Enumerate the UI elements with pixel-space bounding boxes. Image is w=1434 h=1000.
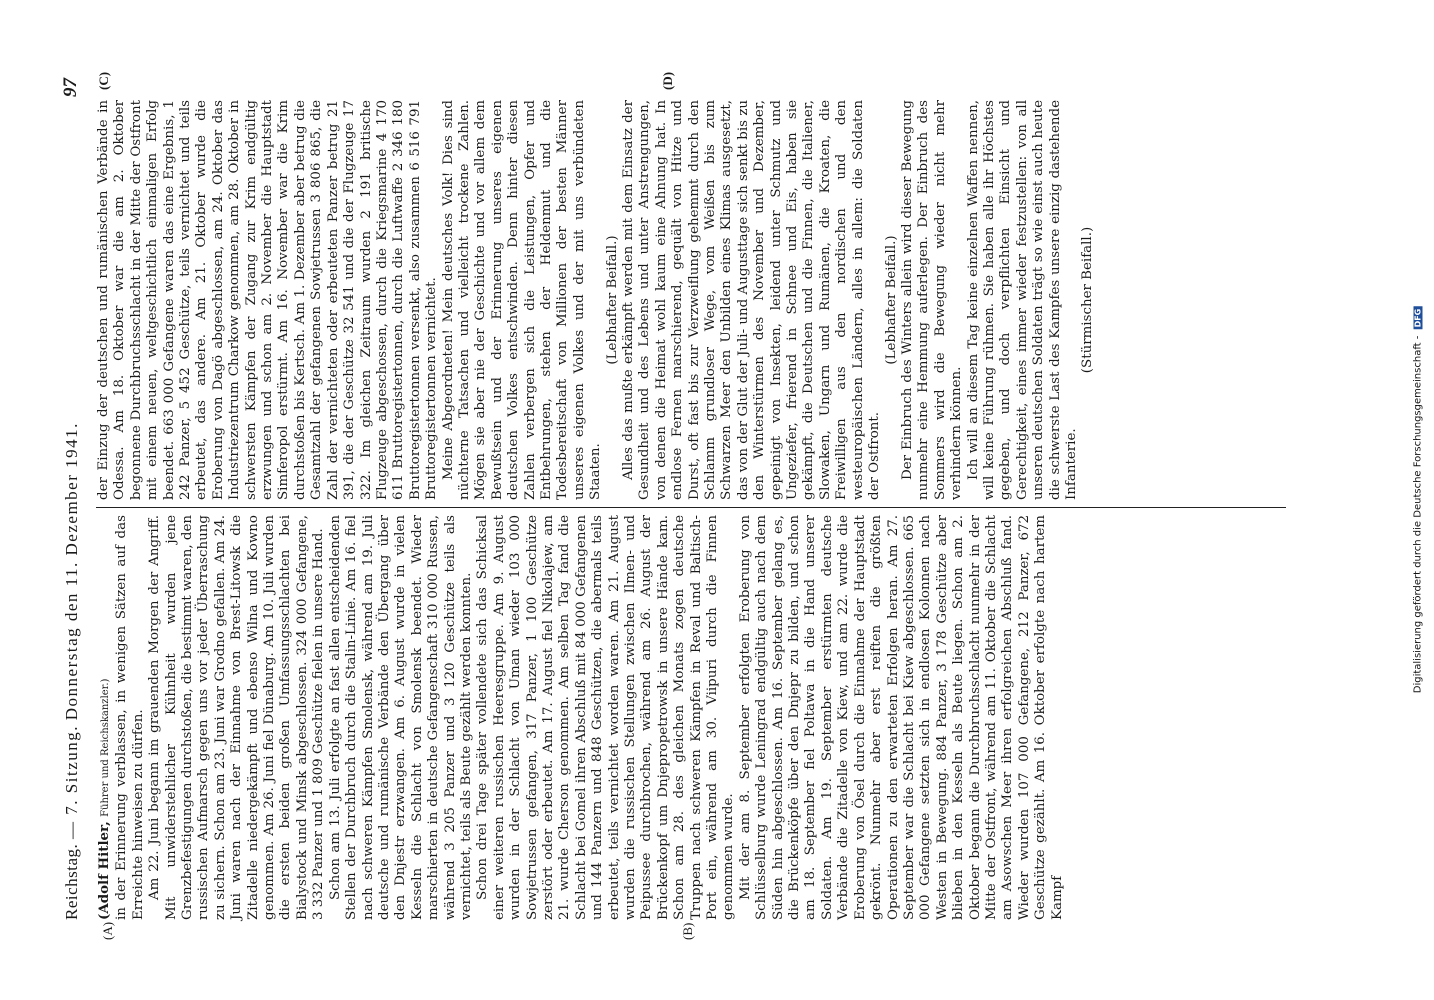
text-column-right bbox=[96, 100, 1097, 500]
running-head-reichstag: Reichstag. bbox=[62, 843, 81, 920]
page-header bbox=[60, 60, 90, 940]
paragraph: Alles das mußte erkämpft werden mit dem Einsatz der Gesundheit und des Lebens und unter Anstrengungen, von denen die Heimat wohl kaum eine Ahnung hat. In endlose Fernen marschierend, gequält von Hitze und Durst, oft fast bis zur Verzweiflung gehemmt durch den Schlamm grundloser Wege, vom Weißen bis zum Schwarzen Meer den Unbilden eines Klimas ausgesetzt, das von der Glut der Juli- und Augusttage sich senkt bis zu den Winterstürmen des November und Dezember, gepeinigt von Insekten, leidend unter Schmutz und Ungeziefer, frierend in Schnee und Eis, haben sie gekämpft, die Deutschen und die Finnen, die Italiener, Slowaken, Ungarn und Rumänen, die Kroaten, die Freiwilligen aus den nordischen und den westeuropäischen Ländern, alles in allem: die Soldaten der Ostfront. bbox=[621, 100, 883, 500]
paragraph: Schon am 13. Juli erfolgte an fast allen entscheidenden Stellen der Durchbruch durch die Stalin-Linie. Am 16. fiel nach schweren Kämpfen Smolensk, während am 19. Juli deutsche und rumänische Verbände den Übergang über den Dnjestr erzwangen. Am 6. August wurde in vielen Kesseln die Schlacht von Smolensk beendet. Wieder marschierten in deutsche Gefangenschaft 310 000 Russen, während 3 205 Panzer und 3 120 Geschütze teils als vernichtet, teils als Beute gezählt werden konnten. bbox=[327, 515, 474, 920]
running-head bbox=[62, 422, 82, 920]
running-head-sitzung: — 7. Sitzung. bbox=[62, 725, 81, 839]
page-number: 97 bbox=[60, 78, 81, 97]
paragraph: Meine Abgeordneten! Mein deutsches Volk! Dies sind nüchterne Tatsachen und vielleicht trockene Zahlen. Mögen sie aber nie der Geschichte und vor allem dem Bewußtsein und der Erinnerung unseres eigenen deutschen Volkes entschwinden. Denn hinter diesen Zahlen verbergen sich die Leistungen, Opfer und Entbehrungen, stehen der Heldenmut und die Todesbereitschaft von Millionen der besten Männer unseres eigenen Volkes und der mit uns verbündeten Staaten. bbox=[440, 100, 604, 500]
rotated-page bbox=[60, 60, 1350, 940]
paragraph: in der Erinnerung verblassen, in wenigen Sätzen auf das Erreichte hinweisen zu dürfen. bbox=[114, 515, 146, 920]
paragraph: Am 22. Juni begann im grauenden Morgen der Angriff. Mit unwiderstehlicher Kühnheit wurden jene Grenzbefestigungen durchstoßen, die bestimmt waren, den russischen Aufmarsch gegen uns vor jeder Überraschung zu sichern. Schon am 23. Juni war Grodno gefallen. Am 24. Juni waren nach der Einnahme von Brest-Litowsk die Zitadelle niedergekämpft und ebenso Wilna und Kowno genommen. Am 26. Juni fiel Dünaburg. Am 10. Juli wurden die ersten beiden großen Umfassungsschlachten bei Bialystock und Minsk abgeschlossen. 324 000 Gefangene, 3 332 Panzer und 1 809 Geschütze fielen in unsere Hand. bbox=[147, 515, 327, 920]
paragraph: Mit der am 8. September erfolgten Eroberung von Schlüsselburg wurde Leningrad endgültig auch nach dem Süden hin abgeschlossen. Am 16. September gelang es, die Brückenköpfe über den Dnjepr zu bilden, und schon am 18. September fiel Poltawa in die Hand unserer Soldaten. Am 19. September erstürmten deutsche Verbände die Zitadelle von Kiew, und am 22. wurde die Eroberung von Ösel durch die Einnahme der Hauptstadt gekrönt. Nunmehr aber erst reiften die größten Operationen zu den erwarteten Erfolgen heran. Am 27. September war die Schlacht bei Kiew abgeschlossen. 665 000 Gefangene setzten sich in endlosen Kolonnen nach Westen in Bewegung. 884 Panzer, 3 178 Geschütze aber blieben in den Kesseln als Beute liegen. Schon am 2. Oktober begann die Durchbruchsschlacht nunmehr in der Mitte der Ostfront, während am 11. Oktober die Schlacht am Asowschen Meer ihren erfolgreichen Abschluß fand. Wieder wurden 107 000 Gefangene, 212 Panzer, 672 Geschütze gezählt. Am 16. Oktober erfolgte nach hartem Kampf bbox=[737, 515, 1065, 920]
applause-note: (Stürmischer Beifall.) bbox=[1080, 226, 1096, 374]
paragraph: Schon drei Tage später vollendete sich das Schicksal einer weiteren russischen Heeresgruppe. Am 9. August wurden in der Schlacht von Uman wieder 103 000 Sowjetrussen gefangen, 317 Panzer, 1 100 Geschütze zerstört oder erbeutet. Am 17. August fiel Nikolajew, am 21. wurde Cherson genommen. Am selben Tag fand die Schlacht bei Gomel ihren Abschluß mit 84 000 Gefangenen und 144 Panzern und 848 Geschützen, die abermals teils erbeutet, teils vernichtet worden waren. Am 21. August wurden die russischen Stellungen zwischen Ilmen- und Peipussee durchbrochen, während am 26. August der Brückenkopf um Dnjepropetrowsk in unsere Hände kam. Schon am 28. des gleichen Monats zogen deutsche Truppen nach schweren Kämpfen in Reval und Baltisch-Port ein, während am 30. Viipuri durch die Finnen genommen wurde. bbox=[475, 515, 737, 920]
text-column-left bbox=[96, 515, 1066, 920]
applause-note: (Lebhafter Beifall.) bbox=[883, 235, 899, 365]
digitization-credit bbox=[1413, 307, 1424, 694]
column-divider bbox=[96, 507, 1286, 508]
margin-marker-c: (C) bbox=[96, 71, 111, 90]
margin-marker-b: (B) bbox=[680, 922, 695, 940]
digitization-credit-text: Digitalisierung gefördert durch die Deutsche Forschungsgemeinschaft - bbox=[1412, 335, 1424, 694]
margin-marker-d: (D) bbox=[660, 71, 675, 90]
margin-marker-a: (A) bbox=[100, 921, 115, 940]
paragraph: der Einzug der deutschen und rumänischen Verbände in Odessa. Am 18. Oktober war die am 2. Oktober begonnene Durchbruchsschlacht in der Mitte der Ostfront mit einem neuen, weltgeschichtlich einmaligen Erfolg beendet. 663 000 Gefangene waren das eine Ergebnis, 1 242 Panzer, 5 452 Geschütze, teils vernichtet und teils erbeutet, das andere. Am 21. Oktober wurde die Eroberung von Dagö abgeschlossen, am 24. Oktober das Industriezentrum Charkow genommen, am 28. Oktober in schwersten Kämpfen der Zugang zur Krim endgültig erzwungen und schon am 2. November die Hauptstadt Simferopol erstürmt. Am 16. November war die Krim durchstoßen bis Kertsch. Am 1. Dezember aber betrug die Gesamtzahl der gefangenen Sowjetrussen 3 806 865, die Zahl der vernichteten oder erbeuteten Panzer betrug 21 391, die der Geschütze 32 541 und die der Flugzeuge 17 322. Im gleichen Zeitraum wurden 2 191 britische Flugzeuge abgeschossen, durch die Kriegsmarine 4 170 611 Bruttoregistertonnen, durch die Luftwaffe 2 346 180 Bruttoregistertonnen versenkt, also zusammen 6 516 791 Bruttoregistertonnen vernichtet. bbox=[96, 100, 440, 500]
speaker-name: (Adolf Hitler, bbox=[96, 821, 112, 920]
running-head-date: Donnerstag den 11. Dezember 1941. bbox=[62, 422, 81, 721]
dfg-logo: DFG bbox=[1413, 308, 1423, 328]
paragraph: Ich will an diesem Tag keine einzelnen Waffen nennen, will keine Führung rühmen. Sie haben alle ihr Höchstes gegeben, und doch verpflichten Einsicht und Gerechtigkeit, eines immer wieder festzustellen: von all unseren deutschen Soldaten trägt so wie einst auch heute die schwerste Last des Kampfes unsere einzig dastehende Infanterie. bbox=[965, 100, 1079, 500]
speaker-attribution bbox=[96, 515, 114, 920]
paragraph: Der Einbruch des Winters allein wird dieser Bewegung nunmehr eine Hemmung auferlegen. Der Einbruch des Sommers wird die Bewegung wieder nicht mehr verhindern können. bbox=[899, 100, 965, 500]
speaker-role: Führer und Reichskanzler.) bbox=[100, 678, 111, 817]
applause-note: (Lebhafter Beifall.) bbox=[604, 235, 620, 365]
